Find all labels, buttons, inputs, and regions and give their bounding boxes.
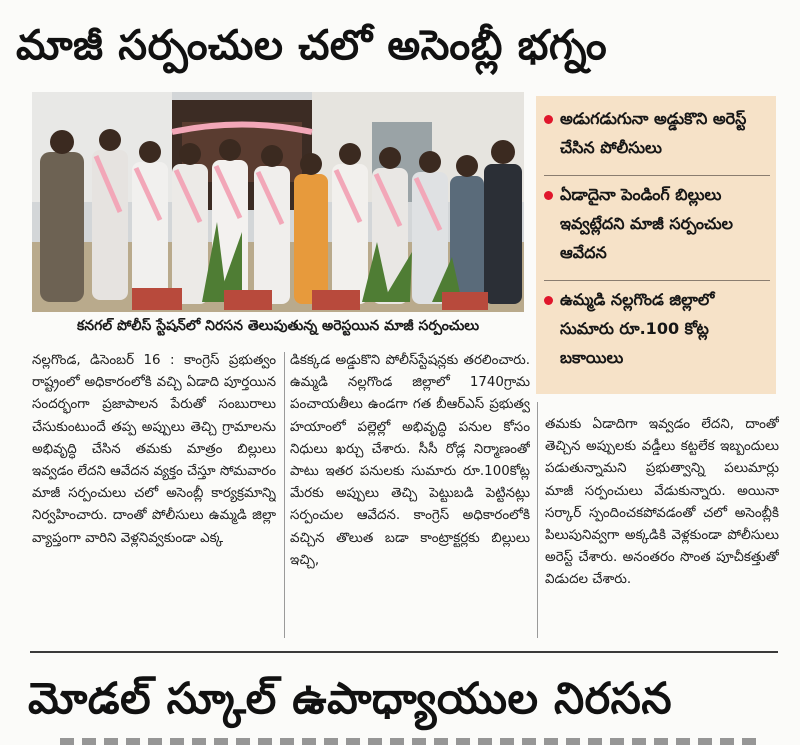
highlight-item: అడుగడుగునా అడ్డుకొని అరెస్ట్ చేసిన పోలీసులు (544, 104, 772, 162)
divider (544, 175, 770, 176)
divider (544, 280, 770, 281)
column-divider (284, 352, 285, 638)
article-column-3: తమకు ఏడాదిగా ఇవ్వడం లేదని, దాంతో తెచ్చిన అప్పులకు వడ్డీలు కట్టలేక ఇబ్బందులు పడుతున్నామని ప్రభుత్వాన్ని పలుమార్లు మాజీ సర్పంచులు వేడుకున్నారు. అయినా సర్కార్ స్పందించకపోవడంతో చలో అసెంబ్లీకి పిలుపునివ్వగా అక్కడికి వెళ్లకుండా పోలీసులు అరెస్ట్ చేశారు. అనంతరం సొంత పూచీకత్తుతో విడుదల చేశారు. (545, 417, 779, 588)
highlight-item: ఏడాదైనా పెండింగ్ బిల్లులు ఇవ్వట్లేదని మాజీ సర్పంచుల ఆవేదన (544, 180, 772, 267)
photo-caption: కనగల్ పోలీస్ స్టేషన్‌లో నిరసన తెలుపుతున్న అరెస్టయిన మాజీ సర్పంచులు (76, 318, 480, 334)
red-bullet-icon (544, 191, 553, 200)
section-divider (30, 651, 778, 653)
highlights-box (536, 96, 776, 394)
article-column-2: డికక్కడ అడ్డుకొని పోలీస్‌స్టేషన్లకు తరలించారు. ఉమ్మడి నల్లగొండ జిల్లాలో 1740గ్రామ పంచాయతీలు ఉండగా గత బీఆర్ఎస్ ప్రభుత్వ హయాంలో పల్లెల్లో అభివృద్ధి పనుల కోసం నిధులు ఖర్చు చేశారు. సీసీ రోడ్ల నిర్మాణంతో పాటు ఇతర పనులకు సుమారు రూ.100కోట్ల మేరకు అప్పులు తెచ్చి పెట్టుబడి పెట్టినట్లు సర్పంచుల ఆవేదన. కాంగ్రెస్ అధికారంలోకి వచ్చిన తొలుత బడా కాంట్రాక్టర్లకు బిల్లులు ఇచ్చి, (290, 353, 530, 568)
red-bullet-icon (544, 115, 553, 124)
news-photo (32, 92, 524, 312)
highlight-item: ఉమ్మడి నల్లగొండ జిల్లాలో సుమారు రూ.100 కోట్ల బకాయిలు (544, 285, 772, 372)
red-bullet-icon (544, 296, 553, 305)
article-column-1: నల్లగొండ, డిసెంబర్ 16 : కాంగ్రెస్ ప్రభుత్వం రాష్ట్రంలో అధికారంలోకి వచ్చి ఏడాది పూర్తయిన సందర్భంగా ప్రజాపాలన పేరుతో సంబురాలు చేసుకుంటుందే తప్ప అప్పులు తెచ్చి గ్రామాలను అభివృద్ధి చేసిన తమకు మాత్రం బిల్లులు ఇవ్వడం లేదని ఆవేదన వ్యక్తం చేస్తూ సోమవారం మాజీ సర్పంచులు చలో అసెంబ్లీ కార్యక్రమాన్ని నిర్వహించారు. దాంతో పోలీసులు ఉమ్మడి జిల్లా వ్యాప్తంగా వారిని వెళ్లనివ్వకుండా ఎక్క (32, 353, 276, 546)
second-headline: మోడల్ స్కూల్ ఉపాధ్యాయుల నిరసన (28, 674, 673, 724)
next-article-text-edge (60, 738, 760, 745)
column-divider (537, 402, 538, 638)
headline: మాజీ సర్పంచుల చలో అసెంబ్లీ భగ్నం (16, 21, 608, 69)
